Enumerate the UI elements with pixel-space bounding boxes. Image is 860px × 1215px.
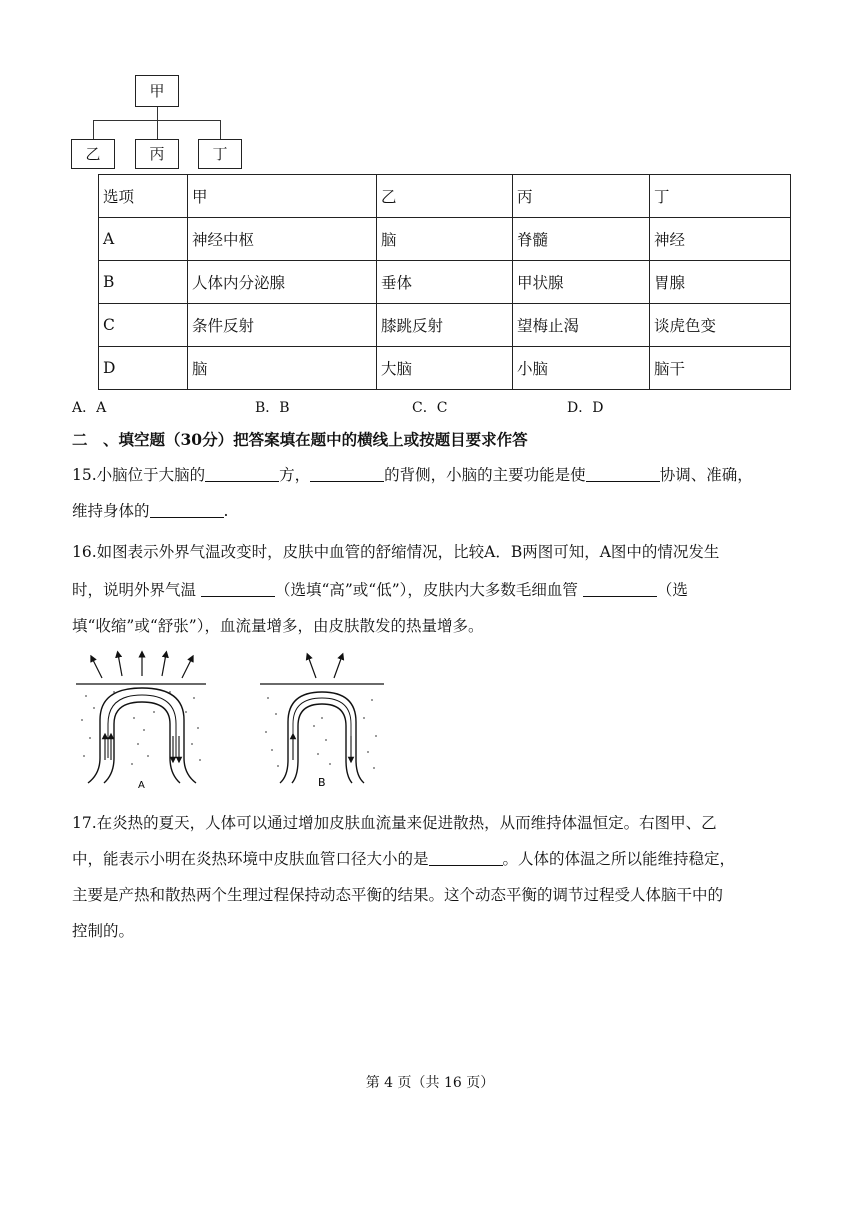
table-row [99,347,791,390]
table-cell: 神经中枢 [188,218,377,261]
q15-text: 维持身体的 [72,502,150,520]
answer-blank[interactable] [586,465,660,482]
q16-text: （选 [656,581,688,599]
table-row [99,261,791,304]
diagram-box-yi: 乙 [71,139,115,169]
q15-text: . [223,502,229,520]
table-cell: 膝跳反射 [377,304,513,347]
table-row [99,304,791,347]
table-header-row [99,175,791,218]
answer-blank[interactable] [583,580,657,597]
diagram-connector [220,120,221,139]
diagram-box-bing: 丙 [135,139,179,169]
table-cell: 丙 [513,175,650,218]
table-cell: 谈虎色变 [650,304,791,347]
choice-d: D．D [567,400,604,416]
q15-text: 的背侧，小脑的主要功能是使 [384,466,586,484]
answer-blank[interactable] [429,849,503,866]
q15-text: 协调、准确， [659,466,753,484]
table-cell: C [99,304,188,347]
answer-blank[interactable] [310,465,384,482]
choice-b: B．B [255,400,290,416]
diagram-box-jia: 甲 [135,75,179,107]
table-cell: 条件反射 [188,304,377,347]
table-cell: 神经 [650,218,791,261]
choice-c: C．C [412,400,448,416]
table-cell: D [99,347,188,390]
table-cell: 胃腺 [650,261,791,304]
figure-b-label: B [318,776,326,789]
table-row [99,218,791,261]
table-cell: 小脑 [513,347,650,390]
table-cell: 甲 [188,175,377,218]
q16-line1: 16.如图表示外界气温改变时，皮肤中血管的舒缩情况，比较A．B两图可知，A图中的情况发生 [72,543,720,561]
q15-text: 方， [279,466,311,484]
table-cell: 垂体 [377,261,513,304]
table-cell: 脑 [377,218,513,261]
table-cell: 脑干 [650,347,791,390]
q16-line2 [72,580,688,600]
table-cell: B [99,261,188,304]
q16-line3: 填“收缩”或“舒张”），血流量增多，由皮肤散发的热量增多。 [72,617,484,635]
options-table [98,174,791,390]
table-cell: 脊髓 [513,218,650,261]
table-cell: 人体内分泌腺 [188,261,377,304]
table-cell: A [99,218,188,261]
table-cell: 大脑 [377,347,513,390]
q17-line4: 控制的。 [72,922,135,940]
table-cell: 脑 [188,347,377,390]
figure-b-vessel-diagram [258,648,388,790]
q17-text: 中，能表示小明在炎热环境中皮肤血管口径大小的是 [72,850,429,868]
q17-line2 [72,849,735,869]
q15-line2 [72,501,228,521]
q15-line1 [72,465,753,485]
table-cell: 选项 [99,175,188,218]
diagram-box-ding: 丁 [198,139,242,169]
answer-blank[interactable] [205,465,279,482]
table-cell: 望梅止渴 [513,304,650,347]
q17-line3: 主要是产热和散热两个生理过程保持动态平衡的结果。这个动态平衡的调节过程受人体脑干中的 [72,886,724,904]
table-cell: 乙 [377,175,513,218]
table-cell: 甲状腺 [513,261,650,304]
table-cell: 丁 [650,175,791,218]
q16-text: （选填“高”或“低”），皮肤内大多数毛细血管 [274,581,583,599]
q17-line1: 17.在炎热的夏天，人体可以通过增加皮肤血流量来促进散热，从而维持体温恒定。右图甲、乙 [72,814,717,832]
choice-a: A．A [72,400,107,416]
diagram-connector [157,107,158,121]
page-footer: 第 4 页（共 16 页） [365,1075,495,1091]
figure-a-label: A [138,780,145,790]
answer-blank[interactable] [150,501,224,518]
diagram-connector [157,120,158,139]
diagram-connector [93,120,94,139]
q15-text: 15.小脑位于大脑的 [72,466,206,484]
q16-text: 时，说明外界气温 [72,581,201,599]
answer-blank[interactable] [201,580,275,597]
figure-a-vessel-diagram [74,648,210,790]
section-title: 二 、填空题（30分）把答案填在题中的横线上或按题目要求作答 [72,430,528,449]
q17-text: 。人体的体温之所以能维持稳定， [502,850,736,868]
